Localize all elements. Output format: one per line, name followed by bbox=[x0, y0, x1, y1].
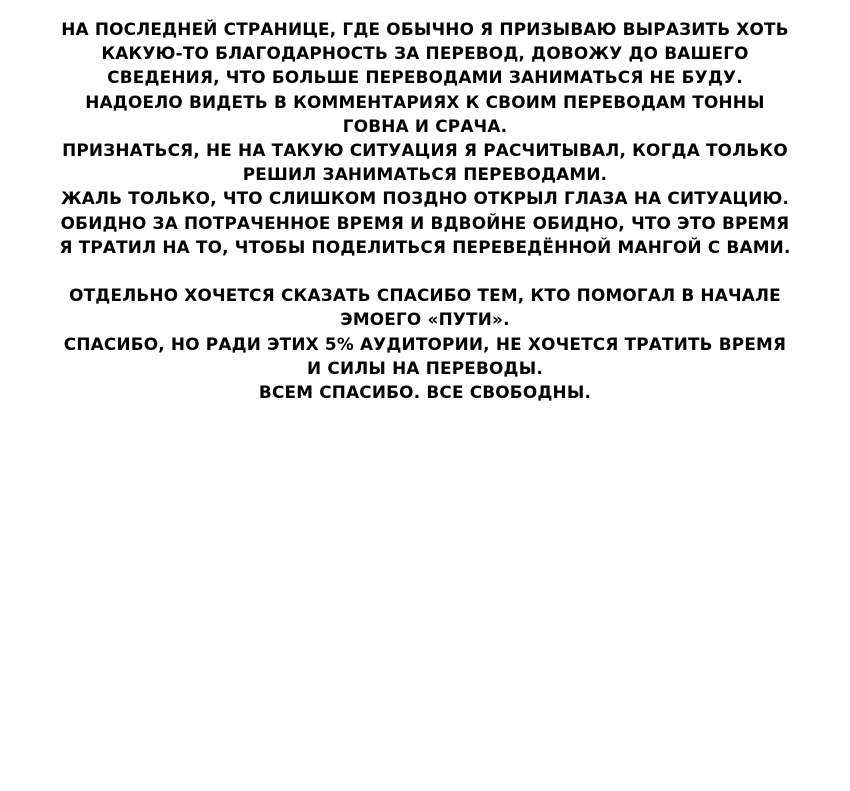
text-line: ЭМОЕГО «ПУТИ». bbox=[340, 310, 510, 331]
paragraph-1 bbox=[0, 18, 850, 260]
text-line: СПАСИБО, НО РАДИ ЭТИХ 5% АУДИТОРИИ, НЕ ХОЧЕТСЯ ТРАТИТЬ ВРЕМЯ bbox=[63, 334, 787, 355]
text-line: И СИЛЫ НА ПЕРЕВОДЫ. bbox=[307, 358, 543, 379]
text-line: СВЕДЕНИЯ, ЧТО БОЛЬШЕ ПЕРЕВОДАМИ ЗАНИМАТЬСЯ НЕ БУДУ. bbox=[107, 68, 743, 89]
text-line: ОБИДНО ЗА ПОТРАЧЕННОЕ ВРЕМЯ И ВДВОЙНЕ ОБИДНО, ЧТО ЭТО ВРЕМЯ bbox=[60, 213, 790, 234]
paragraph-2 bbox=[0, 284, 850, 405]
text-line: НАДОЕЛО ВИДЕТЬ В КОММЕНТАРИЯХ К СВОИМ ПЕРЕВОДАМ ТОННЫ bbox=[85, 92, 765, 113]
text-line: ВСЕМ СПАСИБО. ВСЕ СВОБОДНЫ. bbox=[258, 383, 592, 404]
text-line: ОТДЕЛЬНО ХОЧЕТСЯ СКАЗАТЬ СПАСИБО ТЕМ, КТО ПОМОГАЛ В НАЧАЛЕ bbox=[69, 286, 781, 307]
paragraph-gap bbox=[0, 260, 850, 284]
text-line: НА ПОСЛЕДНЕЙ СТРАНИЦЕ, ГДЕ ОБЫЧНО Я ПРИЗЫВАЮ ВЫРАЗИТЬ ХОТЬ bbox=[61, 20, 789, 40]
text-line: Я ТРАТИЛ НА ТО, ЧТОБЫ ПОДЕЛИТЬСЯ ПЕРЕВЕДЁННОЙ МАНГОЙ С ВАМИ. bbox=[59, 237, 791, 258]
text-line: КАКУЮ-ТО БЛАГОДАРНОСТЬ ЗА ПЕРЕВОД, ДОВОЖУ ДО ВАШЕГО bbox=[101, 44, 749, 65]
text-line: ГОВНА И СРАЧА. bbox=[342, 116, 508, 137]
text-line: РЕШИЛ ЗАНИМАТЬСЯ ПЕРЕВОДАМИ. bbox=[242, 165, 608, 186]
farewell-message bbox=[0, 18, 850, 405]
text-line: ЖАЛЬ ТОЛЬКО, ЧТО СЛИШКОМ ПОЗДНО ОТКРЫЛ ГЛАЗА НА СИТУАЦИЮ. bbox=[60, 189, 790, 210]
text-line: ПРИЗНАТЬСЯ, НЕ НА ТАКУЮ СИТУАЦИЯ Я РАСЧИТЫВАЛ, КОГДА ТОЛЬКО bbox=[62, 141, 788, 162]
